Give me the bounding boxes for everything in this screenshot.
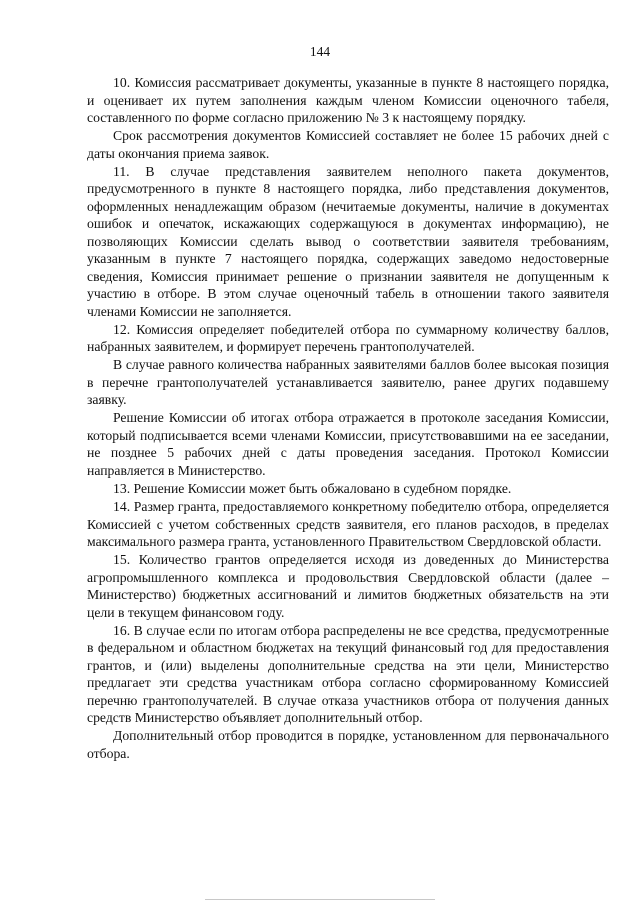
scan-edge-line	[205, 899, 435, 900]
paragraph-14: 14. Размер гранта, предоставляемого конкретному победителю отбора, определяется Комиссией с учетом собственных средств заявителя, его планов расходов, в пределах максимального размера гранта, установленного Правительством Свердловской области.	[87, 499, 609, 550]
paragraph-10: 10. Комиссия рассматривает документы, указанные в пункте 8 настоящего порядка, и оценивает их путем заполнения каждым членом Комиссии оценочного табеля, составленного по форме согласно приложению № 3 к настоящему порядку.	[87, 75, 609, 125]
paragraph-additional-selection: Дополнительный отбор проводится в порядке, установленном для первоначального отбора.	[87, 728, 609, 761]
paragraph-equal-score: В случае равного количества набранных заявителями баллов более высокая позиция в перечне грантополучателей устанавливается заявителю, ранее других подавшему заявку.	[87, 357, 609, 408]
paragraph-13: 13. Решение Комиссии может быть обжаловано в судебном порядке.	[113, 481, 512, 497]
document-body	[87, 74, 609, 763]
paragraph-11: 11. В случае представления заявителем неполного пакета документов, предусмотренного в пункте 8 настоящего порядка, либо представления документов, оформленных ненадлежащим образом (нечитаемые документы, наличие в документах ошибок и опечаток, искажающих содержащуюся в документах информацию), не позволяющих Комиссии сделать вывод о соответствии заявителя требованиям, указанным в пункте 7 настоящего порядка, содержащих заведомо недостоверные сведения, Комиссия принимает решение о признании заявителя не допущенным к участию в отборе. В этом случае оценочный табель в отношении такого заявителя членами Комиссии не заполняется.	[87, 163, 609, 319]
paragraph-review-deadline: Срок рассмотрения документов Комиссией составляет не более 15 рабочих дней с даты окончания приема заявок.	[87, 128, 609, 161]
paragraph-16: 16. В случае если по итогам отбора распределены не все средства, предусмотренные в федеральном и областном бюджетах на текущий финансовый год для предоставления грантов, и (или) выделены дополнительные средства на эти цели, Министерство предлагает эти средства участникам отбора согласно сформированному Комиссией перечню грантополучателей. В случае отказа участников отбора от получения данных средств Министерство объявляет дополнительный отбор.	[87, 622, 609, 726]
paragraph-12: 12. Комиссия определяет победителей отбора по суммарному количеству баллов, набранных заявителем, и формирует перечень грантополучателей.	[87, 321, 609, 355]
page-number: 144	[309, 44, 331, 59]
paragraph-15: 15. Количество грантов определяется исходя из доведенных до Министерства агропромышленного комплекса и продовольствия Свердловской области (далее – Министерство) бюджетных ассигнований и лимитов бюджетных обязательств на эти цели в текущем финансовом году.	[87, 552, 609, 620]
paragraph-commission-decision: Решение Комиссии об итогах отбора отражается в протоколе заседания Комиссии, который подписывается всеми членами Комиссии, присутствовавшими на ее заседании, не позднее 5 рабочих дней с даты проведения заседания. Протокол Комиссии направляется в Министерство.	[87, 410, 609, 478]
